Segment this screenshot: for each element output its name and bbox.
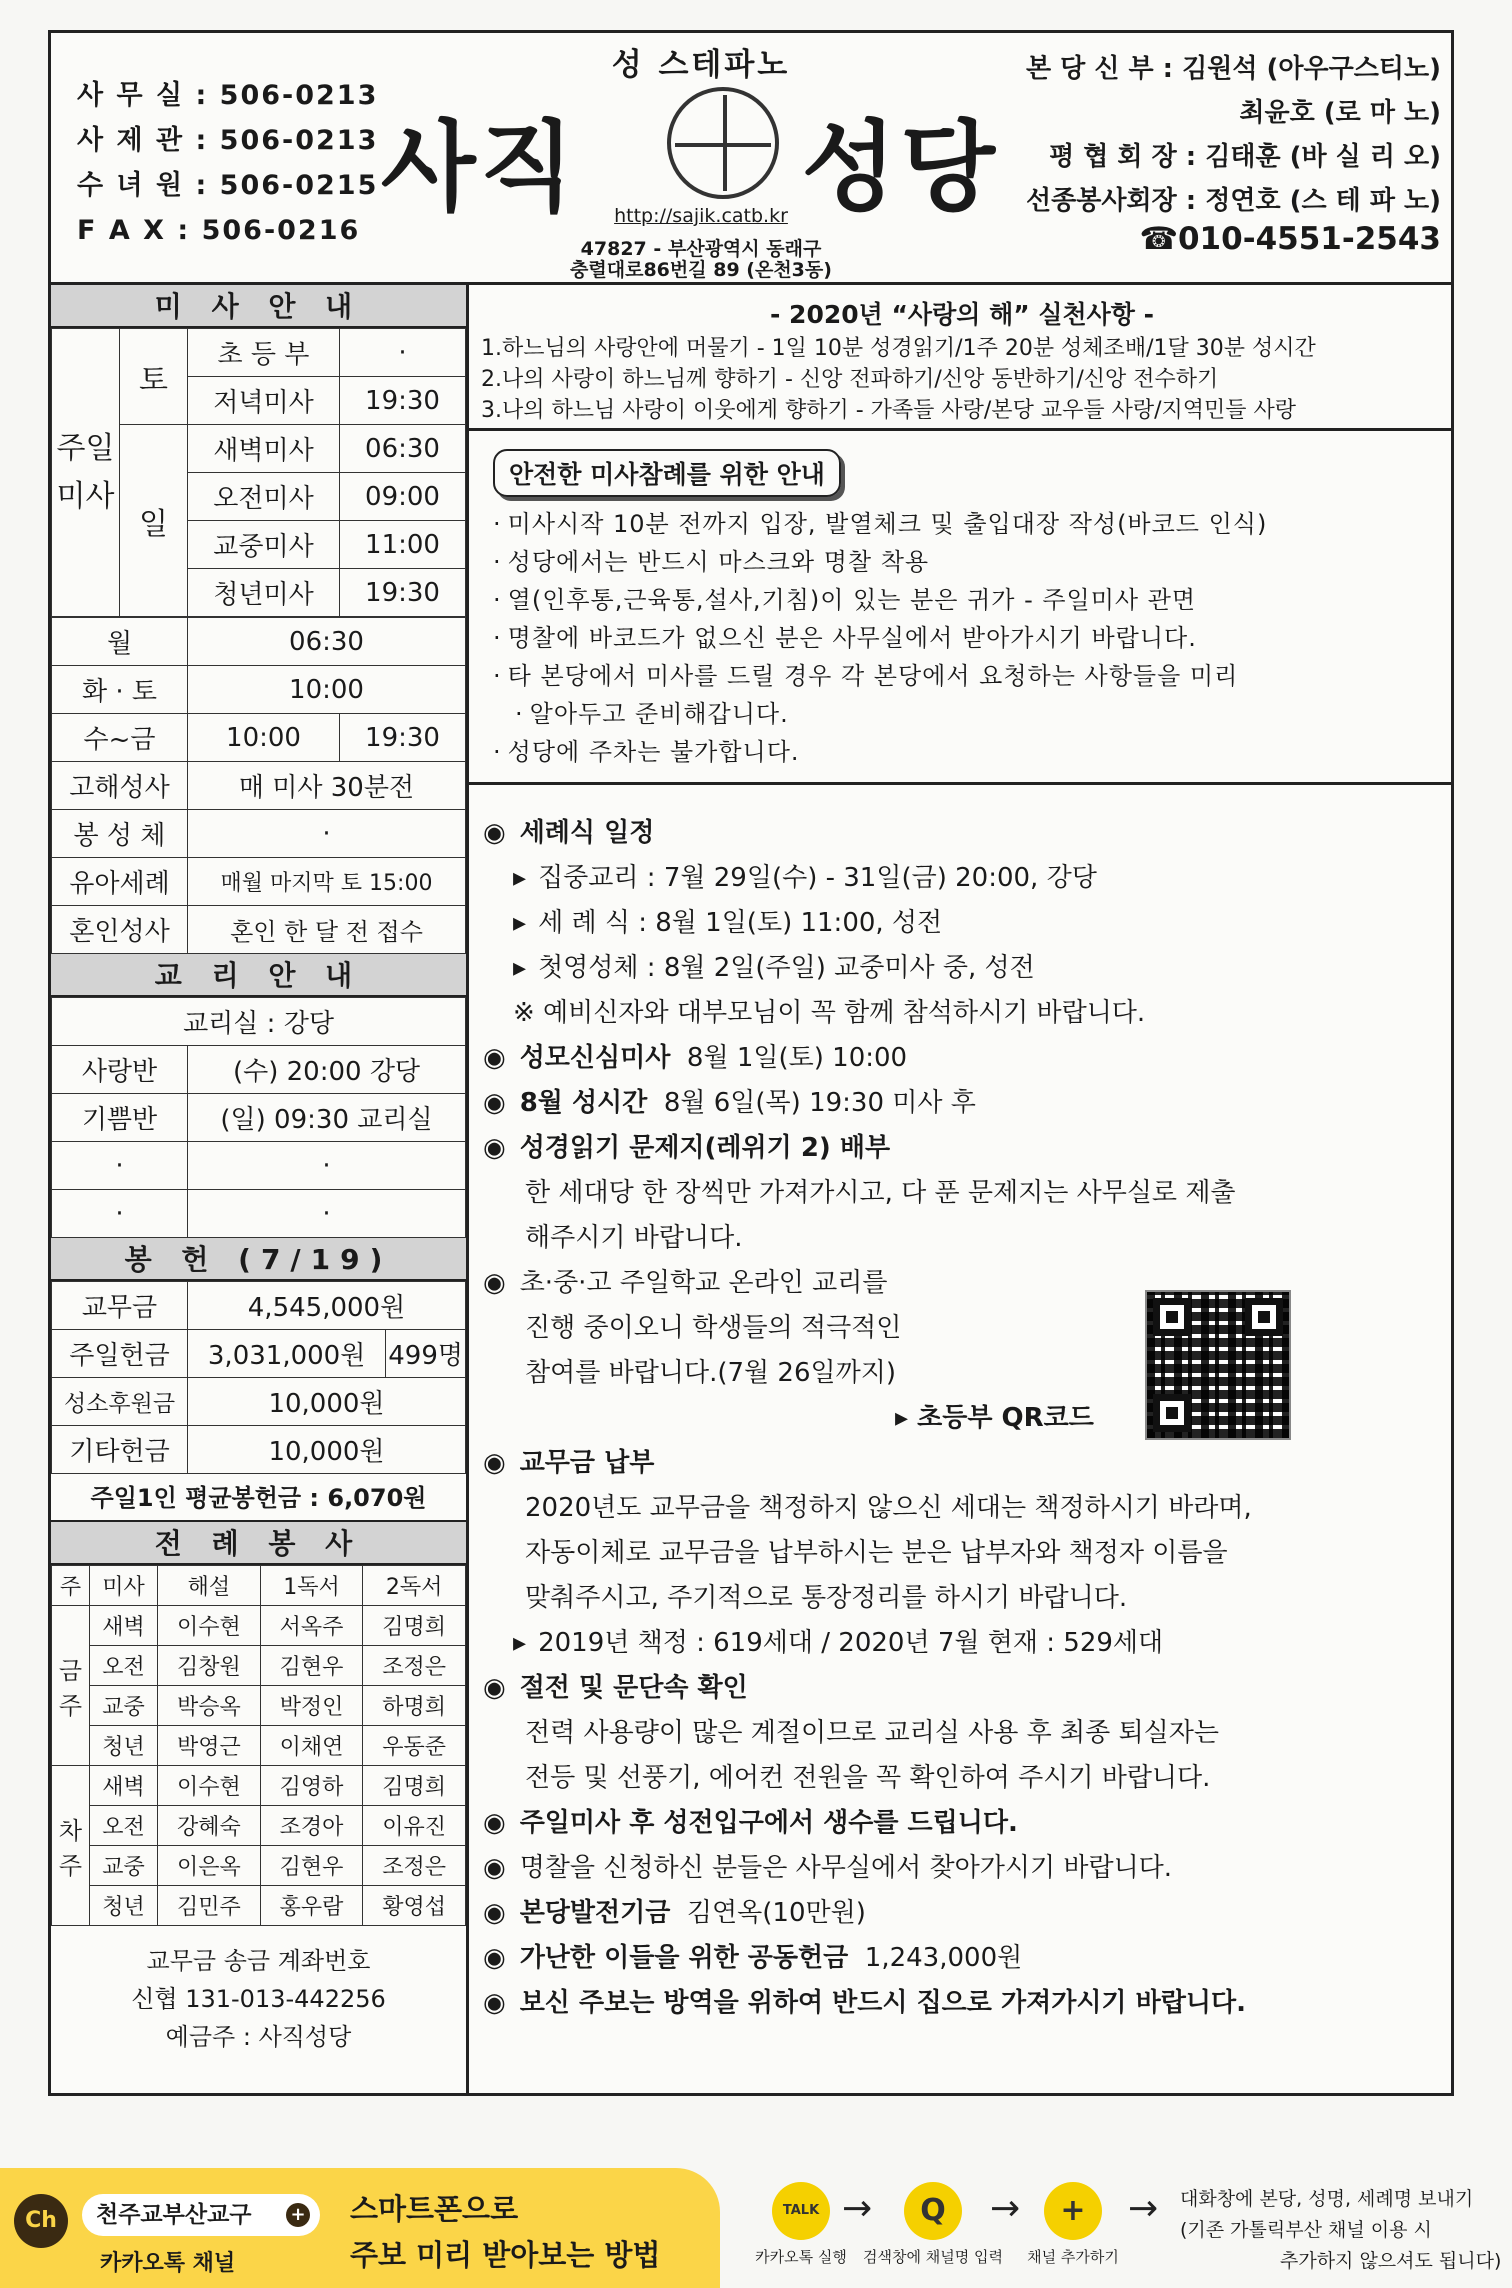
class-time: (수) 20:00 강당 [188,1046,466,1094]
offering-amount: 4,545,000원 [188,1282,466,1330]
account-title: 교무금 송금 계좌번호 [146,1947,371,1975]
arrow-right-icon: → [990,2188,1021,2229]
table-cell: 박승옥 [158,1686,261,1726]
communion-value: · [188,810,466,858]
patron-name: 성 스테파노 [611,47,791,83]
weekday-mass-table [51,617,466,954]
practice-item: 2.나의 사랑이 하느님께 향하기 - 신앙 전파하기/신앙 동반하기/신앙 전수하기 [481,367,1219,392]
header [51,33,1451,285]
offering-name: 주일헌금 [52,1330,188,1378]
communion-label: 봉 성 체 [52,810,188,858]
liturgy-header: 주 [52,1566,90,1606]
table-cell: 김영하 [260,1766,363,1806]
channel-pill[interactable] [82,2194,320,2236]
kakao-banner [0,2168,1512,2288]
channel-icon: Ch [14,2194,68,2248]
table-cell: 교중 [90,1686,158,1726]
bulletin-notice: ◉ 보신 주보는 방역을 위하여 반드시 집으로 가져가시기 바랍니다. [483,1981,1443,2026]
address-line-2: 충렬대로86번길 89 (온천3동) [570,259,832,281]
contact-rectory: 사 제 관 : 506-0213 [77,125,379,156]
table-cell: 조경아 [260,1806,363,1846]
plus-icon: + [1044,2182,1102,2240]
account-number: 신협 131-013-442256 [131,1985,386,2013]
news-section [469,785,1451,2026]
table-cell: 김현우 [260,1646,363,1686]
message-instructions [1180,2184,1501,2277]
arrow-right-icon: → [1128,2188,1159,2229]
mass-time: · [340,329,466,377]
poor-offering-title: 가난한 이들을 위한 공동헌금 [519,1943,849,1973]
table-cell: 박정인 [260,1686,363,1726]
class-name: 사랑반 [52,1046,188,1094]
offering-name: 기타헌금 [52,1426,188,1474]
contact-convent: 수 녀 원 : 506-0215 [77,170,379,201]
table-cell: 김현우 [260,1846,363,1886]
baptism-item: ▸ 세 례 식 : 8월 1일(토) 11:00, 성전 [483,901,1443,946]
mass-time: 06:30 [340,425,466,473]
channel-name: 천주교부산교구 [96,2202,252,2228]
guide-title: 안전한 미사참례를 위한 안내 [493,449,841,497]
table-cell: 교중 [90,1846,158,1886]
step-label: 채널 추가하기 [1027,2248,1119,2266]
marriage-label: 혼인성사 [52,906,188,954]
search-icon: Q [904,2182,962,2240]
qr-marker [1245,1298,1283,1336]
heart-mass-detail: 8월 1일(토) 10:00 [686,1043,908,1073]
guide-item: · 열(인후통,근육통,설사,기침)이 있는 분은 귀가 - 주일미사 관면 [493,581,1441,619]
table-cell: 조정은 [363,1846,466,1886]
class-name: · [52,1190,188,1238]
offering-name: 교무금 [52,1282,188,1330]
talk-icon: TALK [772,2182,830,2240]
baptism-title: ◉ 세례식 일정 [483,811,1443,856]
instruction-line: 추가하지 않으셔도 됩니다) [1280,2250,1502,2272]
confession-value: 매 미사 30분전 [188,762,466,810]
table-cell: 홍우람 [260,1886,363,1926]
heart-mass-notice [483,1036,1443,1081]
offering-amount: 3,031,000원 [188,1330,386,1378]
week-label-next: 차주 [52,1766,90,1926]
badge-notice: ◉ 명찰을 신청하신 분들은 사무실에서 찾아가시기 바랍니다. [483,1846,1443,1891]
website-link[interactable]: http://sajik.catb.kr [614,205,788,227]
offering-table [51,1281,466,1474]
smartphone-guide-line: 스마트폰으로 [350,2192,519,2226]
address [381,239,1021,281]
catechism-room: 교리실 : 강당 [52,998,466,1046]
clergy-council: 평 협 회 장 : 김태훈 (바 실 리 오) [1049,142,1441,172]
poor-offering-amount: 1,243,000원 [864,1943,1023,1973]
saturday-label: 토 [120,329,188,425]
mass-name: 청년미사 [188,569,340,617]
sunday-mass-label: 주일미사 [52,329,120,617]
weekday-time: 10:00 [188,666,466,714]
clergy-pastor: 본 당 신 부 : 김원석 (아우구스티노) [1026,54,1441,84]
power-line: 전등 및 선풍기, 에어컨 전원을 꼭 확인하여 주시기 바랍니다. [525,1763,1211,1793]
table-cell: 오전 [90,1806,158,1846]
church-name-right: 성당 [801,111,999,225]
school-line: 참여를 바랍니다.(7월 26일까지) [525,1358,896,1388]
holy-hour-title: 8월 성시간 [519,1088,648,1118]
class-time: · [188,1142,466,1190]
table-cell: 김창원 [158,1646,261,1686]
kakao-channel-label: 카카오톡 채널 [100,2251,236,2276]
baptism-item: ▸ 첫영성체 : 8월 2일(주일) 교중미사 중, 성전 [483,946,1443,991]
right-column [469,285,1451,2026]
left-column [51,285,469,2093]
offering-section-title: 봉 헌 (7/19) [51,1238,466,1281]
add-channel-icon[interactable]: + [286,2203,310,2227]
table-cell: 하명희 [363,1686,466,1726]
address-line-1: 47827 - 부산광역시 동래구 [580,238,822,260]
step-label: 카카오톡 실행 [755,2248,847,2266]
cross-logo-icon [667,87,779,199]
qr-label: ▸ 초등부 QR코드 [895,1403,1094,1433]
weekday-label: 월 [52,618,188,666]
liturgy-table [51,1565,466,1926]
mass-name: 저녁미사 [188,377,340,425]
instruction-line: 대화창에 본당, 성명, 세례명 보내기 [1180,2188,1474,2210]
liturgy-header: 2독서 [363,1566,466,1606]
marriage-value: 혼인 한 달 전 접수 [188,906,466,954]
phone-number: ☎010-4551-2543 [1139,221,1441,257]
weekday-time: 19:30 [340,714,466,762]
contact-office: 사 무 실 : 506-0213 [77,80,379,111]
bulletin-frame [48,30,1454,2096]
liturgy-section-title: 전 례 봉 사 [51,1522,466,1565]
smartphone-guide-line: 주보 미리 받아보는 방법 [350,2238,661,2272]
dues-line: 자동이체로 교무금을 납부하시는 분은 납부자와 책정자 이름을 [525,1538,1228,1568]
qr-marker [1153,1394,1191,1432]
table-cell: 김민주 [158,1886,261,1926]
guide-item: · 성당에서는 반드시 마스크와 명찰 착용 [493,543,1441,581]
mass-time: 19:30 [340,569,466,617]
step-label: 검색창에 채널명 입력 [863,2248,1003,2266]
bible-line: 해주시기 바랍니다. [525,1223,743,1253]
offering-amount: 10,000원 [188,1426,466,1474]
class-name: · [52,1142,188,1190]
practice-box [469,285,1451,431]
mass-name: 새벽미사 [188,425,340,473]
table-cell: 강혜숙 [158,1806,261,1846]
clergy-list [1026,47,1441,223]
table-cell: 새벽 [90,1766,158,1806]
mass-time: 09:00 [340,473,466,521]
practice-item: 3.나의 하느님 사랑이 이웃에게 향하기 - 가족들 사랑/본당 교우들 사랑/지역민들 사랑 [481,398,1297,423]
table-cell: 조정은 [363,1646,466,1686]
clergy-funeral: 선종봉사회장 : 정연호 (스 테 파 노) [1026,186,1441,216]
table-cell: 이수현 [158,1766,261,1806]
account-info [51,1926,466,2056]
table-cell: 황영섭 [363,1886,466,1926]
mass-section-title: 미 사 안 내 [51,285,466,328]
school-line: 진행 중이오니 학생들의 적극적인 [525,1313,902,1343]
contact-list [77,73,378,253]
mass-name: 오전미사 [188,473,340,521]
table-cell: 청년 [90,1726,158,1766]
table-cell: 김명희 [363,1606,466,1646]
table-cell: 서옥주 [260,1606,363,1646]
church-title [381,33,1021,283]
table-cell: 우동준 [363,1726,466,1766]
sunday-label: 일 [120,425,188,617]
table-cell: 이채연 [260,1726,363,1766]
mass-name: 교중미사 [188,521,340,569]
dues-line: 맞춰주시고, 주기적으로 통장정리를 하시기 바랍니다. [525,1583,1128,1613]
account-holder: 예금주 : 사직성당 [165,2023,352,2051]
weekday-label: 수~금 [52,714,188,762]
power-title: ◉ 절전 및 문단속 확인 [483,1666,1443,1711]
fund-notice [483,1891,1443,1936]
practice-item: 1.하느님의 사랑안에 머물기 - 1일 10분 성경읽기/1주 20분 성체조배/1달 30분 성시간 [481,336,1316,361]
church-name-left: 사직 [381,111,579,225]
baptism-note: ※ 예비신자와 대부모님이 꼭 함께 참석하시기 바랍니다. [513,998,1146,1028]
weekday-time: 10:00 [188,714,340,762]
offering-name: 성소후원금 [52,1378,188,1426]
step-open-kakao [746,2182,856,2267]
weekday-label: 화 · 토 [52,666,188,714]
clergy-assistant: 최윤호 (로 마 노) [1239,98,1441,128]
bible-title: ◉ 성경읽기 문제지(레위기 2) 배부 [483,1126,1443,1171]
school-line: ◉ 초·중·고 주일학교 온라인 교리를 [483,1261,1443,1306]
practice-title: - 2020년 “사랑의 해” 실천사항 - [769,300,1155,329]
class-time: · [188,1190,466,1238]
fund-title: 본당발전기금 [519,1898,671,1928]
mass-name: 초 등 부 [188,329,340,377]
baptism-item: ▸ 집중교리 : 7월 29일(수) - 31일(금) 20:00, 강당 [483,856,1443,901]
contact-fax: F A X : 506-0216 [77,215,361,246]
banner-yellow-panel [0,2168,720,2288]
attendance-count: 499명 [386,1330,466,1378]
poor-offering-notice [483,1936,1443,1981]
table-cell: 새벽 [90,1606,158,1646]
table-cell: 청년 [90,1886,158,1926]
table-cell: 오전 [90,1646,158,1686]
guide-item: · 성당에 주차는 불가합니다. [493,733,1441,771]
catechism-section-title: 교 리 안 내 [51,954,466,997]
offering-amount: 10,000원 [188,1378,466,1426]
class-time: (일) 09:30 교리실 [188,1094,466,1142]
table-cell: 이은옥 [158,1846,261,1886]
instruction-line: (기존 가톨릭부산 채널 이용 시 [1180,2219,1432,2241]
qr-marker [1153,1298,1191,1336]
table-cell: 김명희 [363,1766,466,1806]
bible-line: 한 세대당 한 장씩만 가져가시고, 다 푼 문제지는 사무실로 제출 [525,1178,1236,1208]
step-add [1018,2182,1128,2267]
liturgy-header: 해설 [158,1566,261,1606]
average-offering: 주일1인 평균봉헌금 : 6,070원 [51,1474,466,1522]
smartphone-guide [350,2186,660,2278]
step-search [858,2182,1008,2267]
infant-baptism-label: 유아세례 [52,858,188,906]
week-label-this: 금주 [52,1606,90,1766]
guide-item: · 타 본당에서 미사를 드릴 경우 각 본당에서 요청하는 사항들을 미리 [493,657,1441,695]
mass-time: 11:00 [340,521,466,569]
weekday-time: 06:30 [188,618,466,666]
guide-item: · 명찰에 바코드가 없으신 분은 사무실에서 받아가시기 바랍니다. [493,619,1441,657]
infant-baptism-value: 매월 마지막 토 15:00 [188,858,466,906]
catechism-table [51,997,466,1238]
liturgy-header: 1독서 [260,1566,363,1606]
dues-stat: ▸ 2019년 책정 : 619세대 / 2020년 7월 현재 : 529세대 [483,1621,1443,1666]
table-cell: 박영근 [158,1726,261,1766]
class-name: 기쁨반 [52,1094,188,1142]
power-line: 전력 사용량이 많은 계절이므로 교리실 사용 후 최종 퇴실자는 [525,1718,1220,1748]
dues-line: 2020년도 교무금을 책정하지 않으신 세대는 책정하시기 바라며, [525,1493,1252,1523]
mass-table [51,328,466,617]
fund-detail: 김연옥(10만원) [686,1898,866,1928]
table-cell: 이유진 [363,1806,466,1846]
table-cell: 이수현 [158,1606,261,1646]
holy-hour-notice [483,1081,1443,1126]
mass-time: 19:30 [340,377,466,425]
dues-title: ◉ 교무금 납부 [483,1441,1443,1486]
liturgy-header: 미사 [90,1566,158,1606]
safety-guide [469,431,1451,785]
heart-mass-title: 성모신심미사 [519,1043,671,1073]
arrow-right-icon: → [842,2188,873,2229]
guide-item-continuation: · 알아두고 준비해갑니다. [493,695,1441,733]
qr-code-icon[interactable] [1145,1290,1291,1440]
holy-hour-detail: 8월 6일(목) 19:30 미사 후 [663,1088,976,1118]
water-notice: ◉ 주일미사 후 성전입구에서 생수를 드립니다. [483,1801,1443,1846]
confession-label: 고해성사 [52,762,188,810]
guide-item: · 미사시작 10분 전까지 입장, 발열체크 및 출입대장 작성(바코드 인식) [493,505,1441,543]
